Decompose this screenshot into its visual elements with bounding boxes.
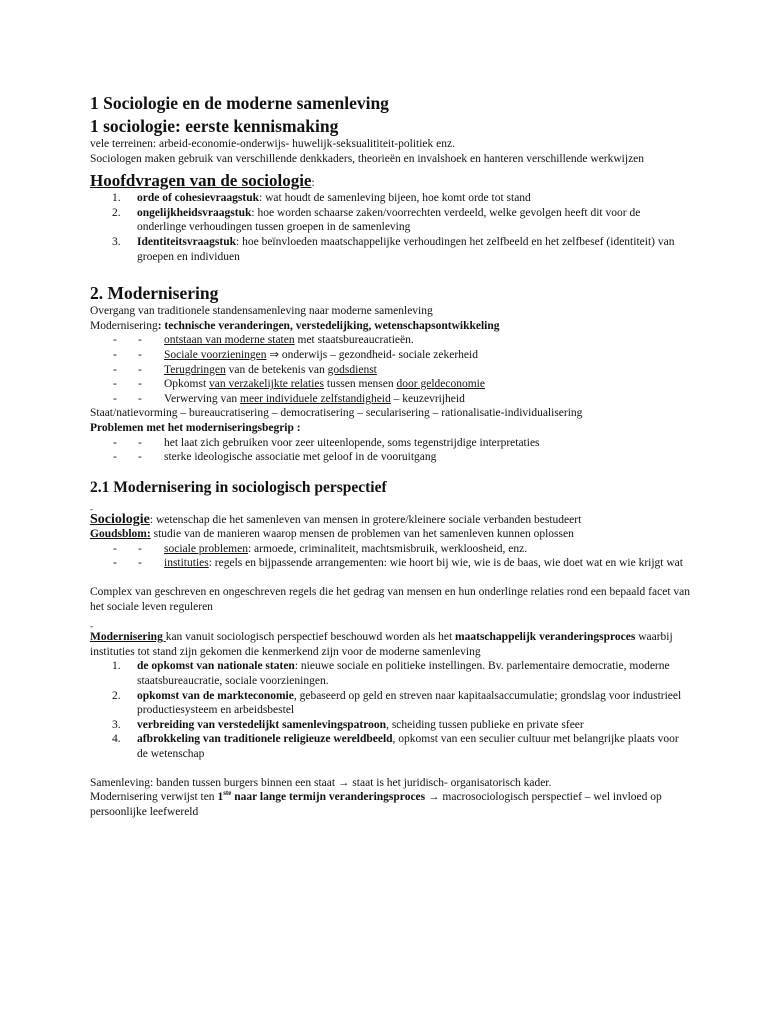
list-item: - - ontstaan van moderne staten met staatsbureaucratieën. [113, 334, 414, 347]
list-item: - - Sociale voorzieningen ⇒ onderwijs – gezondheid- sociale zekerheid [113, 348, 478, 361]
chapter-title: 1 Sociologie en de moderne samenleving [90, 93, 389, 113]
hoofdvragen-list [90, 191, 690, 264]
list-item: - - instituties: regels en bijpassende arrangementen: wie hoort bij wie, wie is de baas, wie doet wat en wie krijgt wat [113, 557, 683, 570]
list-item: 1. de opkomst van nationale staten: nieuwe sociale en politieke instellingen. Bv. parlementaire democratie, moderne staatsbureaucratie, sociale voorzieningen. [112, 660, 670, 688]
hoofdvragen-heading: Hoofdvragen van de sociologie: [90, 171, 315, 191]
section-title: 1 sociologie: eerste kennismaking [90, 116, 339, 136]
modernisering-list [90, 333, 690, 406]
list-item: 3. Identiteitsvraagstuk: hoe beïnvloeden maatschappelijke verhoudingen het zelfbeeld en het zelfbesef (identiteit) van groepen en individuen [112, 235, 675, 263]
list-item: - - Opkomst van verzakelijkte relaties tussen mensen door geldeconomie [113, 378, 485, 391]
list-item: 2. opkomst van de markteconomie, gebaseerd op geld en streven naar kapitaalsaccumulatie; grondslag voor industrieel productiesysteem en arbeidsbestel [112, 689, 682, 717]
complex-paragraph: Complex van geschreven en ongeschreven regels die het gedrag van mensen en hun onderlinge relaties rond een bepaald facet van het sociale leven reguleren [90, 586, 690, 613]
goudsblom-definition: Goudsblom: studie van de manieren waarop mensen de problemen van het samenleven kunnen oplossen [90, 528, 574, 541]
intro-line-1: vele terreinen: arbeid-economie-onderwijs- huwelijk-seksualititeit-politiek enz. [90, 138, 455, 150]
modernisering-line-3: Staat/natievorming – bureaucratisering – democratisering – secularisering – rationalisatie-individualisering [90, 407, 583, 420]
list-item: 4. afbrokkeling van traditionele religieuze wereldbeeld, opkomst van een seculier cultuur met belangrijke plaats voor de wetenschap [112, 733, 679, 760]
problemen-heading: Problemen met het moderniseringsbegrip : [90, 421, 301, 434]
verwijst-line: Modernisering verwijst ten 1ste naar lange termijn veranderingsproces → macrosociologisch perspectief – wel invloed op persoonlijke leefwereld [90, 789, 662, 818]
section-marker: - [90, 503, 93, 514]
list-item: - - Terugdringen van de betekenis van godsdienst [113, 363, 377, 376]
list-item: - - Verwerving van meer individuele zelfstandigheid – keuzevrijheid [113, 392, 465, 405]
section-marker: - [90, 621, 93, 632]
list-item: 3. verbreiding van verstedelijkt samenlevingspatroon, scheiding tussen publieke en private sfeer [112, 718, 584, 731]
list-item: 1. orde of cohesievraagstuk: wat houdt de samenleving bijeen, hoe komt orde tot stand [112, 192, 531, 205]
list-item: - - het laat zich gebruiken voor zeer uiteenlopende, soms tegenstrijdige interpretaties [113, 436, 540, 449]
problemen-list [90, 436, 690, 465]
modernisering-heading: 2. Modernisering [90, 283, 219, 304]
list-item: - - sociale problemen: armoede, criminaliteit, machtsmisbruik, werkloosheid, enz. [113, 542, 528, 555]
samenleving-line: Samenleving: banden tussen burgers binnen een staat → staat is het juridisch- organisatorisch kader. [90, 776, 552, 789]
modernisering-definition: Modernisering kan vanuit sociologisch perspectief beschouwd worden als het maatschappelijk veranderingsproces waarbij instituties tot stand zijn gekomen die kenmerkend zijn voor de moderne samenleving [90, 631, 673, 658]
institutions-list [90, 659, 690, 761]
modernisering-line-1: Overgang van traditionele standensamenleving naar moderne samenleving [90, 305, 433, 318]
list-item: - - sterke ideologische associatie met geloof in de vooruitgang [113, 451, 437, 464]
intro-line-2: Sociologen maken gebruik van verschillende denkkaders, theorieën en invalshoek en hanteren verschillende werkwijzen [90, 152, 645, 165]
modernisering-line-2: Modernisering: technische veranderingen, verstedelijking, wetenschapsontwikkeling [90, 319, 500, 332]
list-item: 2. ongelijkheidsvraagstuk: hoe worden schaarse zaken/voorrechten verdeeld, welke gevolgen heeft dit voor de onderlinge verhoudingen tussen groepen in de samenleving [112, 206, 641, 234]
perspectief-heading: 2.1 Modernisering in sociologisch perspectief [90, 478, 387, 496]
document-page [90, 92, 690, 819]
perspectief-list [90, 542, 690, 571]
sociologie-definition: Sociologie: wetenschap die het samenleven van mensen in grotere/kleinere sociale verbanden bestudeert [90, 511, 582, 527]
